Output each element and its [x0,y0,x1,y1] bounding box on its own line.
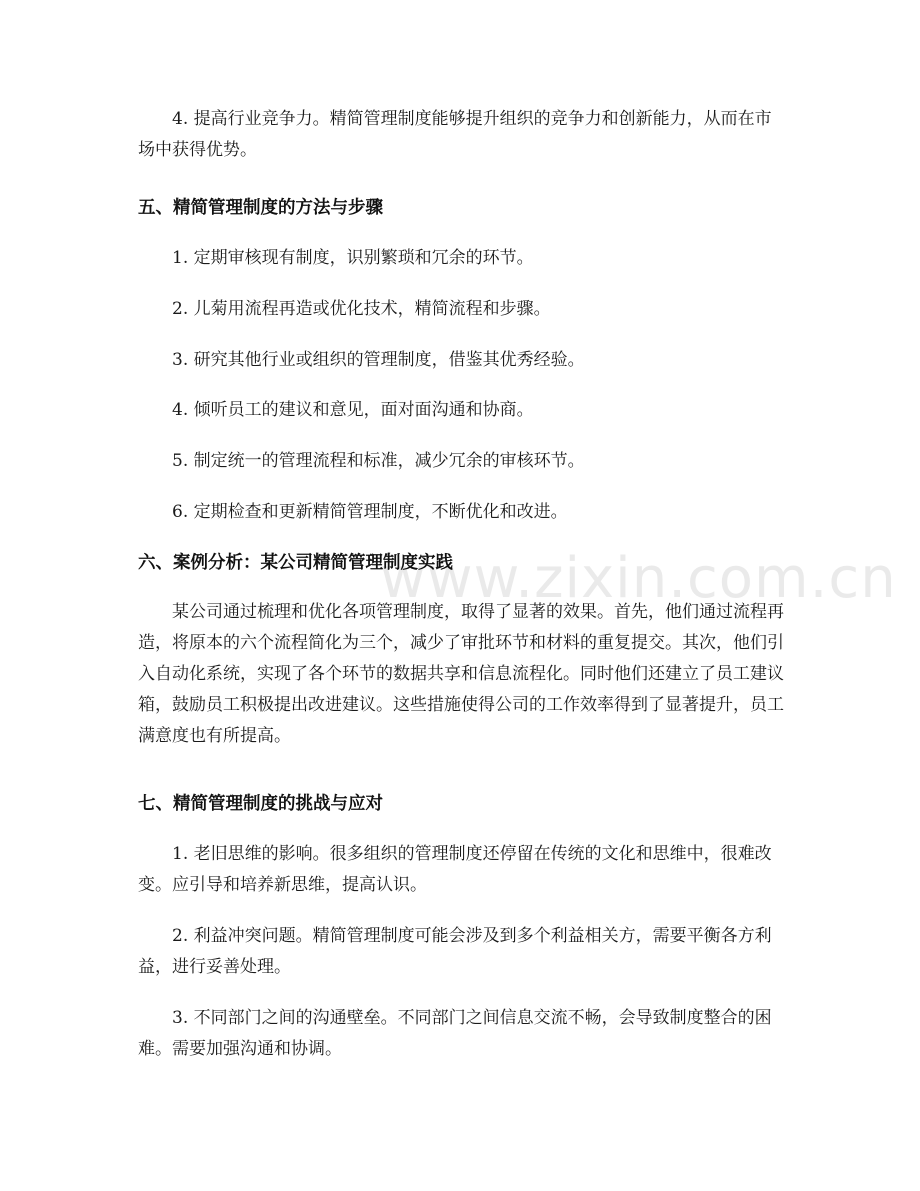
list-item-5-4: 4. 倾听员工的建议和意见，面对面沟通和协商。 [172,400,534,420]
paragraph-competitiveness: 4. 提高行业竞争力。精简管理制度能够提升组织的竞争力和创新能力，从而在市场中获得优势。 [138,109,772,160]
list-item-5-6: 6. 定期检查和更新精简管理制度，不断优化和改进。 [172,502,568,522]
list-item-5-2: 2. 儿菊用流程再造或优化技术，精简流程和步骤。 [172,299,551,319]
list-item-5-3: 3. 研究其他行业或组织的管理制度，借鉴其优秀经验。 [172,350,585,370]
case-paragraph: 某公司通过梳理和优化各项管理制度，取得了显著的效果。首先，他们通过流程再造，将原本的六个流程简化为三个，减少了审批环节和材料的重复提交。其次，他们引入自动化系统，实现了各个环节的数据共享和信息流程化。同时他们还建立了员工建议箱，鼓励员工积极提出改进建议。这些措施使得公司的工作效率得到了显著提升，员工满意度也有所提高。 [138,602,784,746]
list-item-7-1: 1. 老旧思维的影响。很多组织的管理制度还停留在传统的文化和思维中，很难改变。应引导和培养新思维，提高认识。 [138,844,772,895]
list-item-7-2: 2. 利益冲突问题。精简管理制度可能会涉及到多个利益相关方，需要平衡各方利益，进行妥善处理。 [138,926,772,977]
section-heading-6: 六、案例分析：某公司精简管理制度实践 [138,553,453,573]
section-heading-7: 七、精简管理制度的挑战与应对 [138,794,383,814]
list-item-7-3: 3. 不同部门之间的沟通壁垒。不同部门之间信息交流不畅，会导致制度整合的困难。需要加强沟通和协调。 [138,1008,772,1059]
section-heading-5: 五、精简管理制度的方法与步骤 [138,198,383,218]
list-item-5-1: 1. 定期审核现有制度，识别繁琐和冗余的环节。 [172,248,534,268]
list-item-5-5: 5. 制定统一的管理流程和标准，减少冗余的审核环节。 [172,451,585,471]
watermark: www.zixin.com.cn [380,546,897,611]
